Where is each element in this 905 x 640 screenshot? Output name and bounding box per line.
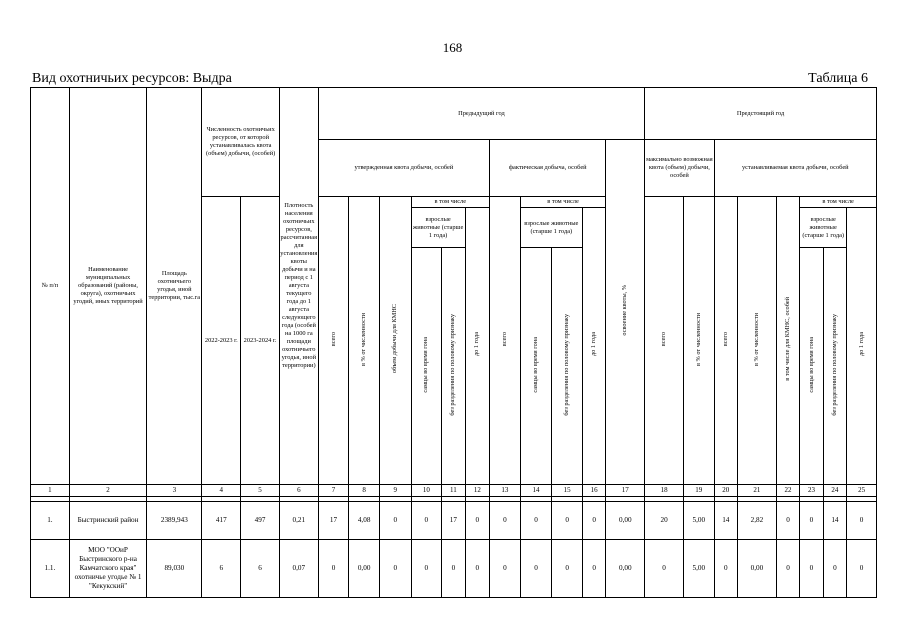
header-set-quota: устанавливаемая квота добычи, особей xyxy=(714,140,876,197)
cell-value: 0 xyxy=(490,502,521,540)
cell-value: 17 xyxy=(318,502,349,540)
cell-value: 0,00 xyxy=(349,540,380,598)
column-number: 17 xyxy=(606,485,645,497)
column-number: 8 xyxy=(349,485,380,497)
column-number: 25 xyxy=(847,485,877,497)
cell-value: 0,07 xyxy=(279,540,318,598)
column-number: 24 xyxy=(823,485,846,497)
cell-value: 4,08 xyxy=(349,502,380,540)
column-number-row xyxy=(31,485,877,497)
cell-value: 0 xyxy=(411,502,442,540)
cell-value: 0 xyxy=(465,540,489,598)
column-number: 23 xyxy=(800,485,823,497)
cell-value: 2389,943 xyxy=(147,502,202,540)
column-number: 4 xyxy=(202,485,241,497)
cell-value: 0 xyxy=(582,540,605,598)
cell-value: 0 xyxy=(714,540,737,598)
cell-value: 6 xyxy=(202,540,241,598)
column-number: 5 xyxy=(241,485,280,497)
cell-value: 0 xyxy=(379,540,411,598)
header-year1: 2022-2023 г. xyxy=(202,197,241,485)
header-kmns-volume: объем добычи для КМНС xyxy=(379,197,411,485)
column-number: 10 xyxy=(411,485,442,497)
header-approved-males: самцы во время гона xyxy=(411,248,442,485)
cell-value: 0 xyxy=(645,540,684,598)
cell-value: 6 xyxy=(241,540,280,598)
cell-value: 5,00 xyxy=(683,502,714,540)
header-actual-nosex: без разделения по половому признаку xyxy=(552,248,583,485)
row-num: 1.1. xyxy=(31,540,70,598)
header-set-total: всего xyxy=(714,197,737,485)
cell-value: 0 xyxy=(442,540,465,598)
cell-value: 0,21 xyxy=(279,502,318,540)
header-approved-adults: взрослые животные (старше 1 года) xyxy=(411,208,465,248)
cell-value: 89,030 xyxy=(147,540,202,598)
cell-value: 2,82 xyxy=(738,502,777,540)
header-set-adults: взрослые животные (старше 1 года) xyxy=(800,208,847,248)
header-population: Численность охотничьих ресурсов, от которой устанавливалась квота (объем) добычи, (особей) xyxy=(202,88,280,197)
header-next-year: Предстоящий год xyxy=(645,88,877,140)
cell-value: 497 xyxy=(241,502,280,540)
cell-value: 0 xyxy=(318,540,349,598)
header-set-kmns: в том числе для КМНС, особей xyxy=(776,197,799,485)
cell-value: 0 xyxy=(552,502,583,540)
cell-value: 0 xyxy=(776,502,799,540)
cell-value: 17 xyxy=(442,502,465,540)
cell-value: 417 xyxy=(202,502,241,540)
header-actual-males: самцы во время гона xyxy=(520,248,552,485)
cell-value: 20 xyxy=(645,502,684,540)
header-quota-use: освоение квоты, % xyxy=(606,140,645,485)
cell-value: 0 xyxy=(823,540,846,598)
column-number: 2 xyxy=(69,485,147,497)
cell-value: 0 xyxy=(490,540,521,598)
row-name: Быстринский район xyxy=(69,502,147,540)
header-approved-incl: в том числе xyxy=(411,197,490,208)
column-number: 14 xyxy=(520,485,552,497)
cell-value: 0 xyxy=(411,540,442,598)
header-approved-nosex: без разделения по половому признаку xyxy=(442,248,465,485)
column-number: 15 xyxy=(552,485,583,497)
header-actual-adults: взрослые животные (старше 1 года) xyxy=(520,208,582,248)
header-density: Плотность населения охотничьих ресурсов, рассчитанная для установления квоты добычи и на период с 1 августа текущего года до 1 августа следующего года (особей на 1000 га площади охотничьего угодья, иной территории) xyxy=(279,88,318,485)
header-set-nosex: без разделения по половому признаку xyxy=(823,248,846,485)
column-number: 7 xyxy=(318,485,349,497)
column-number: 22 xyxy=(776,485,799,497)
column-number: 12 xyxy=(465,485,489,497)
header-approved-pct: в % от численности xyxy=(349,197,380,485)
column-number: 6 xyxy=(279,485,318,497)
column-number: 20 xyxy=(714,485,737,497)
column-number: 16 xyxy=(582,485,605,497)
column-number: 13 xyxy=(490,485,521,497)
header-set-males: самцы во время гона xyxy=(800,248,823,485)
cell-value: 14 xyxy=(714,502,737,540)
header-num: № п/п xyxy=(31,88,70,485)
quota-table xyxy=(30,87,877,598)
header-set-pct: в % от численности xyxy=(738,197,777,485)
column-number: 3 xyxy=(147,485,202,497)
header-area: Площадь охотничьего угодья, иной территории, тыс.га xyxy=(147,88,202,485)
table-row xyxy=(31,540,877,598)
column-number: 11 xyxy=(442,485,465,497)
cell-value: 0 xyxy=(582,502,605,540)
column-number: 19 xyxy=(683,485,714,497)
header-max-total: всего xyxy=(645,197,684,485)
cell-value: 0 xyxy=(520,540,552,598)
header-max-pct: в % от численности xyxy=(683,197,714,485)
cell-value: 0 xyxy=(847,540,877,598)
header-actual-under1: до 1 года xyxy=(582,208,605,485)
header-municipality: Наименование муниципальных образований (районы, округа), охотничьих угодий, иных территорий xyxy=(69,88,147,485)
cell-value: 0,00 xyxy=(606,540,645,598)
cell-value: 0 xyxy=(520,502,552,540)
table-row xyxy=(31,502,877,540)
header-max-possible: максимально возможная квота (объем) добычи, особей xyxy=(645,140,714,197)
cell-value: 0 xyxy=(552,540,583,598)
cell-value: 0,00 xyxy=(606,502,645,540)
header-year2: 2023-2024 г. xyxy=(241,197,280,485)
header-actual-total: всего xyxy=(490,197,521,485)
header-actual-harvest: фактическая добыча, особей xyxy=(490,140,606,197)
cell-value: 5,00 xyxy=(683,540,714,598)
header-set-incl: в том числе xyxy=(800,197,877,208)
cell-value: 0 xyxy=(379,502,411,540)
header-approved-total: всего xyxy=(318,197,349,485)
header-approved-under1: до 1 года xyxy=(465,208,489,485)
row-num: 1. xyxy=(31,502,70,540)
column-number: 1 xyxy=(31,485,70,497)
table-title: Вид охотничьих ресурсов: Выдра xyxy=(32,71,232,86)
table-label: Таблица 6 xyxy=(808,71,868,86)
header-prev-year: Предыдущий год xyxy=(318,88,644,140)
cell-value: 0 xyxy=(776,540,799,598)
header-actual-incl: в том числе xyxy=(520,197,606,208)
cell-value: 0,00 xyxy=(738,540,777,598)
column-number: 21 xyxy=(738,485,777,497)
header-set-under1: до 1 года xyxy=(847,208,877,485)
column-number: 9 xyxy=(379,485,411,497)
cell-value: 0 xyxy=(800,502,823,540)
cell-value: 0 xyxy=(847,502,877,540)
cell-value: 14 xyxy=(823,502,846,540)
cell-value: 0 xyxy=(800,540,823,598)
row-name: МОО "ООиР Быстринского р-на Камчатского края" охотничье угодье № 1 "Кекукский" xyxy=(69,540,147,598)
page-number: 168 xyxy=(442,40,463,55)
cell-value: 0 xyxy=(465,502,489,540)
column-number: 18 xyxy=(645,485,684,497)
header-approved-quota: утвержденная квота добычи, особей xyxy=(318,140,489,197)
